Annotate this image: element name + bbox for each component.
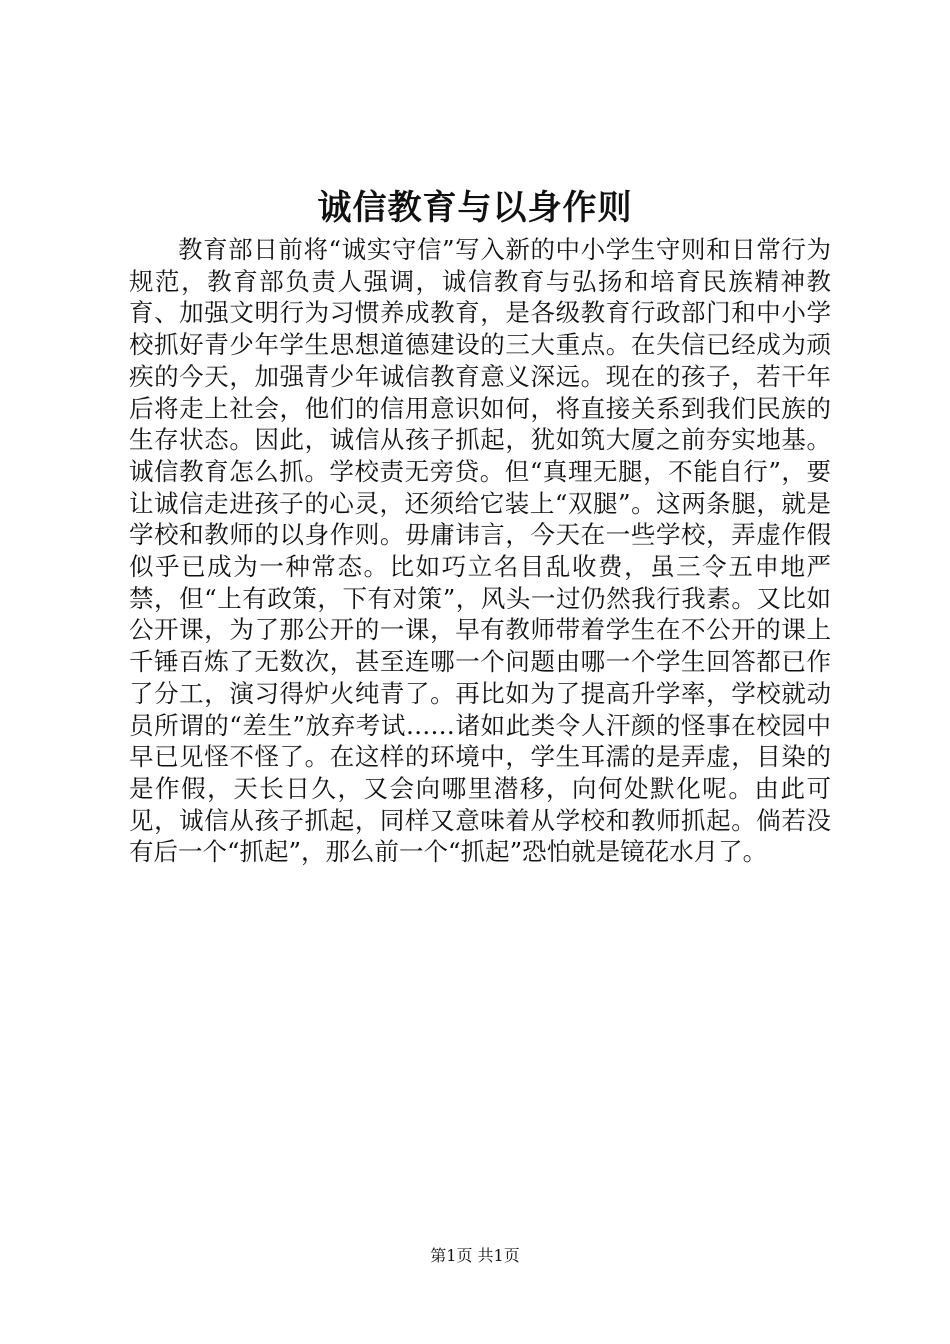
page-footer: 第1页 共1页: [430, 1246, 520, 1265]
document-title: 诚信教育与以身作则: [317, 188, 633, 228]
body-paragraph: 教育部日前将“诚实守信”写入新的中小学生守则和日常行为规范，教育部负责人强调，诚信教育与弘扬和培育民族精神教育、加强文明行为习惯养成教育，是各级教育行政部门和中小学校抓好青少年学生思想道德建设的三大重点。在失信已经成为顽疾的今天，加强青少年诚信教育意义深远。现在的孩子，若干年后将走上社会，他们的信用意识如何，将直接关系到我们民族的生存状态。因此，诚信从孩子抓起，犹如筑大厦之前夯实地基。诚信教育怎么抓。学校责无旁贷。但“真理无腿，不能自行”，要让诚信走进孩子的心灵，还须给它装上“双腿”。这两条腿，就是学校和教师的以身作则。毋庸讳言，今天在一些学校，弄虚作假似乎已成为一种常态。比如巧立名目乱收费，虽三令五申地严禁，但“上有政策，下有对策”，风头一过仍然我行我素。又比如公开课，为了那公开的一课，早有教师带着学生在不公开的课上千锤百炼了无数次，甚至连哪一个问题由哪一个学生回答都已作了分工，演习得炉火纯青了。再比如为了提高升学率，学校就动员所谓的“差生”放弃考试……诸如此类令人汗颜的怪事在校园中早已见怪不怪了。在这样的环境中，学生耳濡的是弄虚，目染的是作假，天长日久，又会向哪里潜移，向何处默化呢。由此可见，诚信从孩子抓起，同样又意味着从学校和教师抓起。倘若没有后一个“抓起”，那么前一个“抓起”恐怕就是镜花水月了。: [129, 235, 831, 867]
